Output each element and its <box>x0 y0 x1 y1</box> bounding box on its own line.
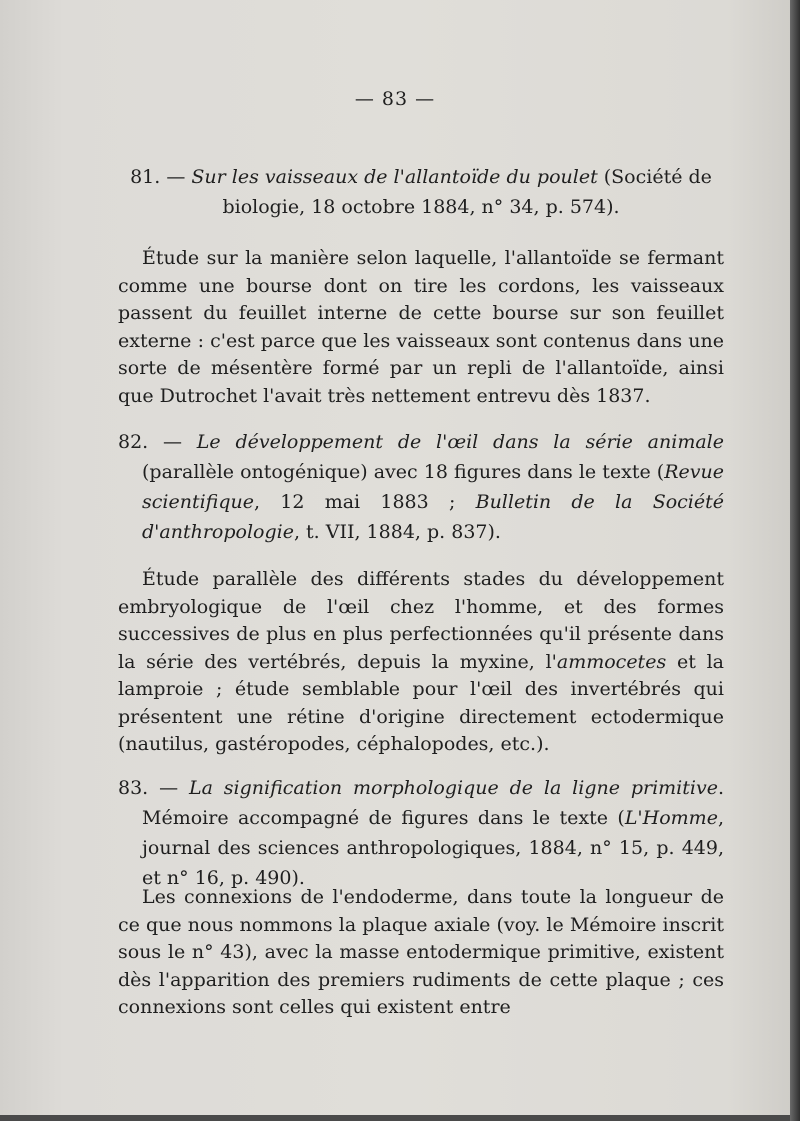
entry-citation-part: , 12 mai 1883 ; <box>253 491 476 513</box>
entry-citation-part: , journal des sciences anthropologiques, 1884, n° 15, p. 449, et n° 16, p. 490). <box>142 807 724 889</box>
page-edge-shadow <box>790 0 800 1121</box>
entry-dash: — <box>160 166 192 188</box>
entry-title: Sur les vaisseaux de l'allantoïde du poulet <box>191 166 598 188</box>
journal-title: Revue scientifique <box>142 461 724 513</box>
entry-83-heading <box>118 773 724 893</box>
journal-title: L'Homme <box>624 807 718 829</box>
entry-82-summary <box>118 566 724 759</box>
entry-number: 81. <box>130 166 161 188</box>
entry-dash: — <box>148 777 189 799</box>
entry-82-heading <box>118 427 724 547</box>
entry-citation-part: (parallèle ontogénique) avec 18 figures dans le texte ( <box>142 461 665 483</box>
journal-title: Bulletin de la Société d'anthropologie <box>142 491 724 543</box>
entry-title: Le développement de l'œil dans la série animale <box>196 431 724 453</box>
entry-title: La signification morphologique de la ligne primitive <box>188 777 718 799</box>
entry-number: 82. <box>118 431 149 453</box>
entry-81-heading <box>118 162 724 222</box>
entry-citation-part: . Mémoire accompagné de figures dans le texte ( <box>142 777 724 829</box>
entry-dash: — <box>148 431 197 453</box>
summary-text: et la lamproie ; étude semblable pour l'œil des invertébrés qui présentent une rétine d'origine directement ectodermique (nautilus, gastéropodes, céphalopodes, etc.). <box>118 650 724 755</box>
entry-citation-part: , t. VII, 1884, p. 837). <box>293 521 501 543</box>
entry-number: 83. <box>118 777 149 799</box>
entry-83-summary: Les connexions de l'endoderme, dans toute la longueur de ce que nous nommons la plaque axiale (voy. le Mémoire inscrit sous le n° 43), avec la masse entodermique primitive, existent dès l'apparition des premiers rudiments de cette plaque ; ces connexions sont celles qui existent entre <box>118 886 724 1018</box>
summary-italic: ammocetes <box>556 650 667 673</box>
entry-citation: (Société de biologie, 18 octobre 1884, n° 34, p. 574). <box>222 166 712 218</box>
summary-text: Étude parallèle des différents stades du développement embryologique de l'œil chez l'homme, et des formes successives de plus en plus perfectionnées qu'il présente dans la série des vertébrés, depuis la myxine, l' <box>118 568 724 673</box>
page-number: — 83 — <box>354 88 436 110</box>
entry-81-summary: Étude sur la manière selon laquelle, l'allantoïde se fermant comme une bourse dont on tire les cordons, les vaisseaux passent du feuillet interne de cette bourse sur son feuillet externe : c'est parce que les vaisseaux sont contenus dans une sorte de mésentère formé par un repli de l'allantoïde, ainsi que Dutrochet l'avait très nettement entrevu dès 1837. <box>118 247 724 407</box>
